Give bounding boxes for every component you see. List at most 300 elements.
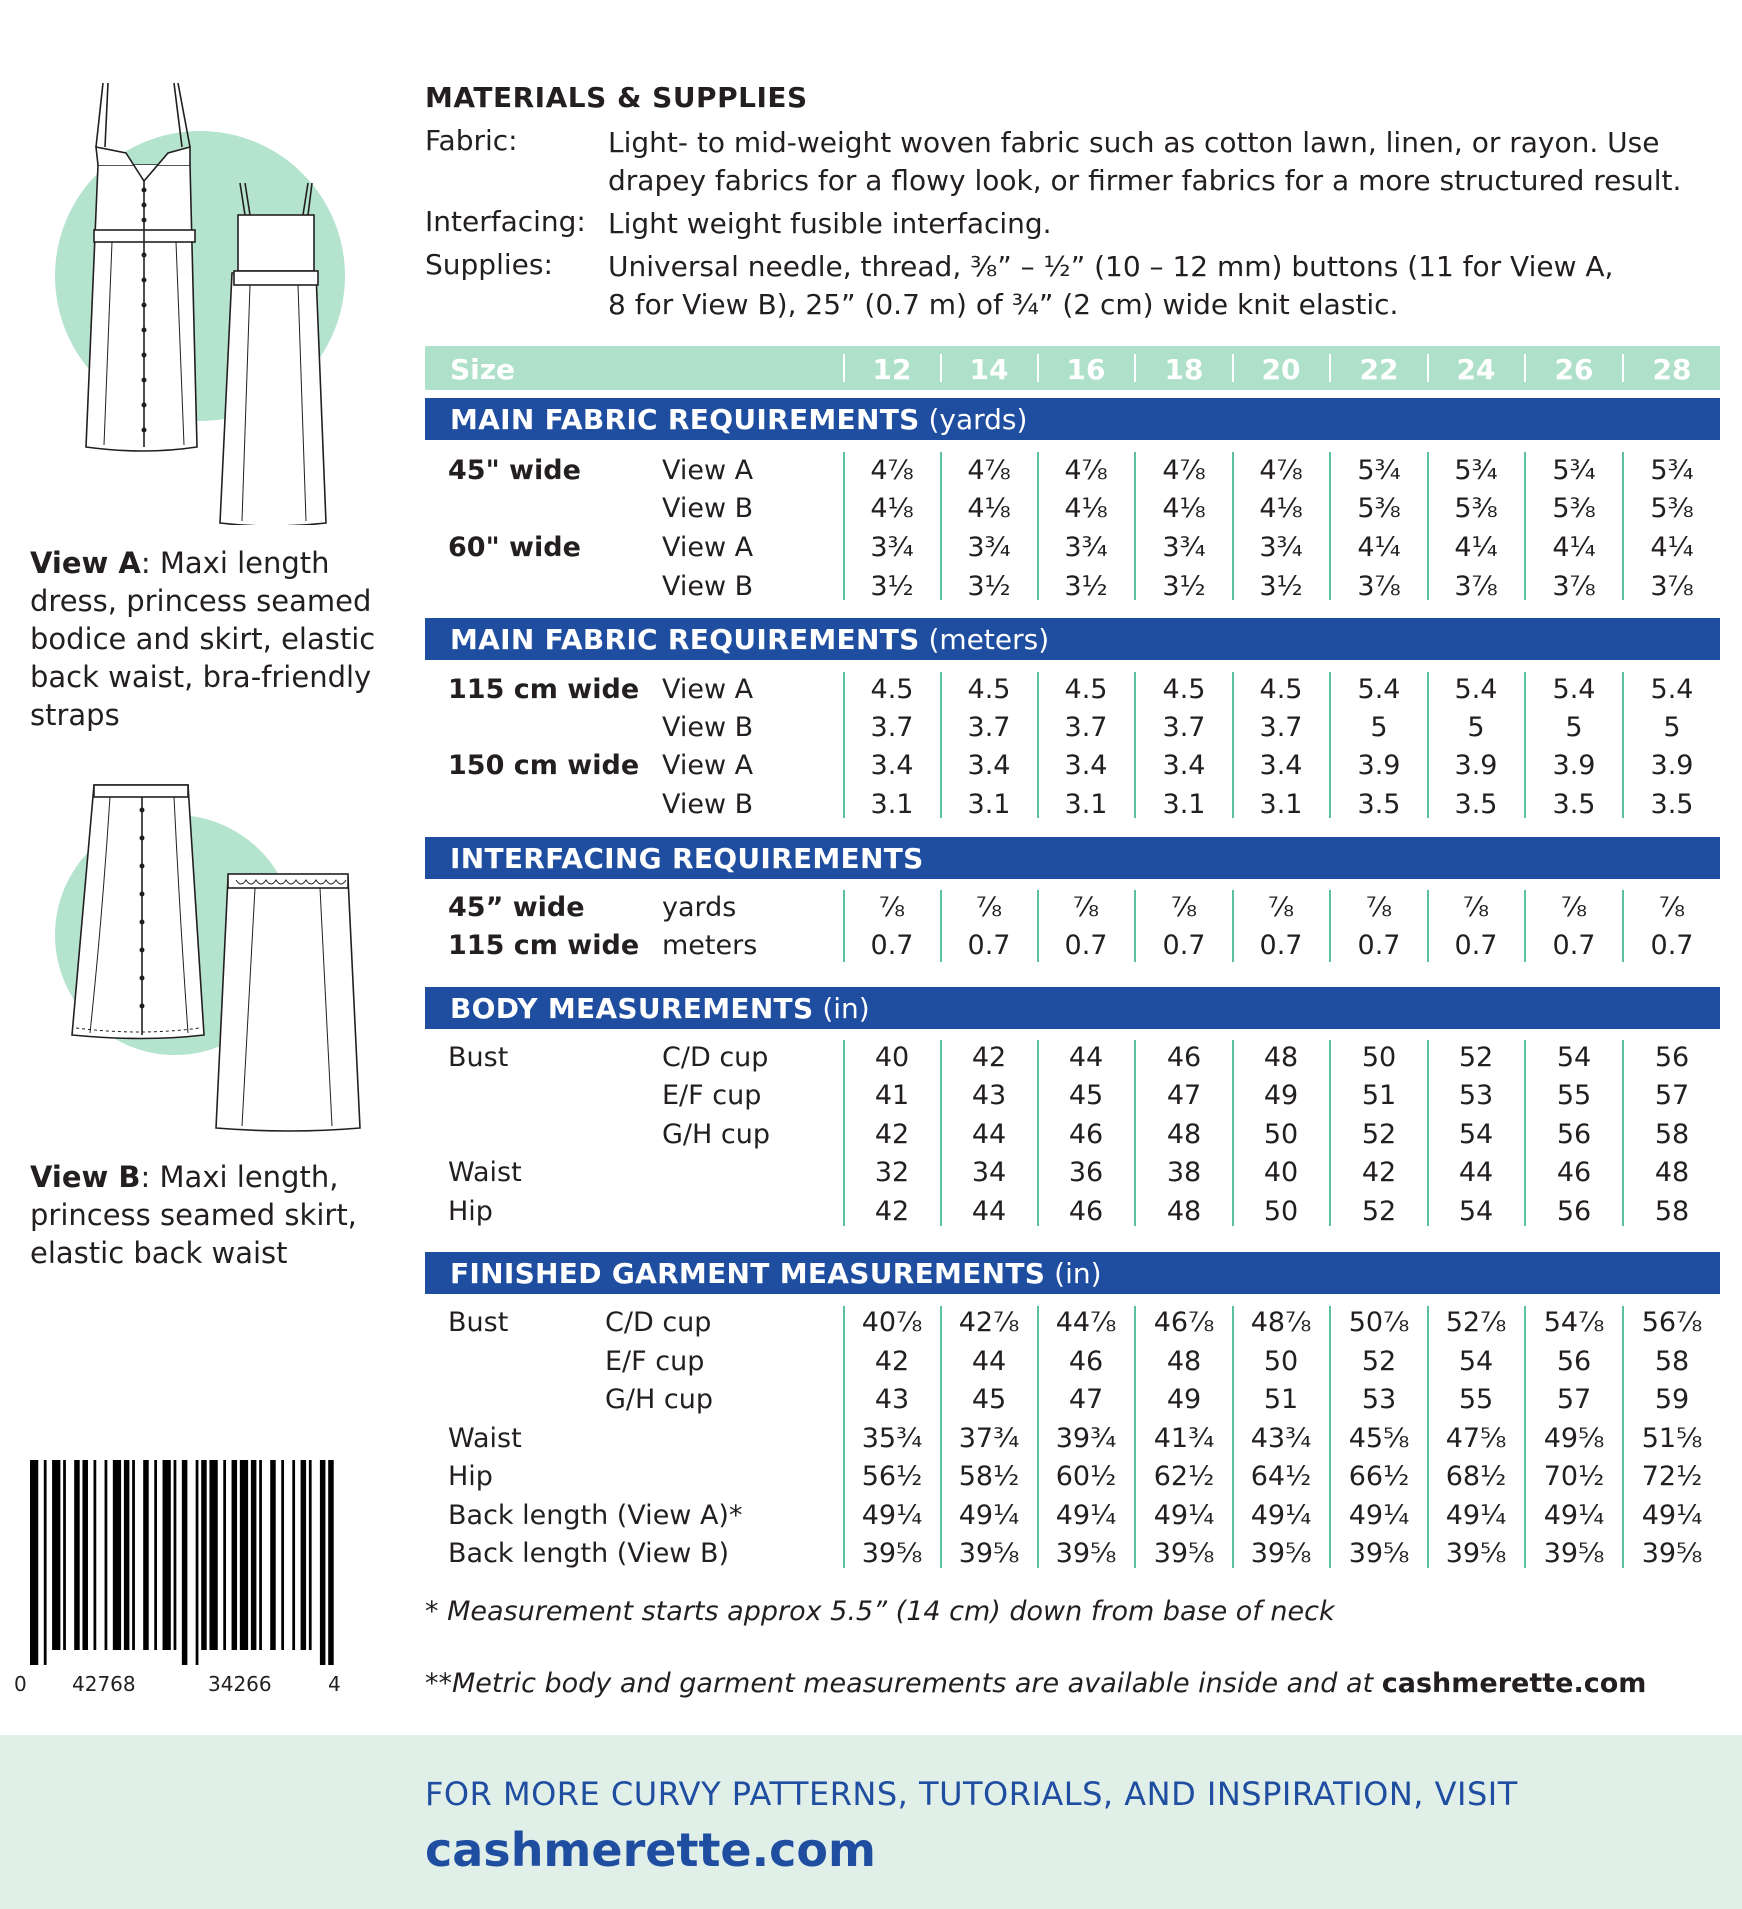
table-cell: 3.1 [1162, 789, 1206, 820]
barcode-bar [292, 1460, 295, 1650]
row-label-ef-cup: E/F cup [605, 1346, 705, 1377]
table-cell: 3¾ [1064, 532, 1108, 563]
table-cell: 42 [1361, 1157, 1397, 1188]
view-a-label: View A [30, 546, 141, 580]
table-cell: 32 [874, 1157, 910, 1188]
table-cell: 58½ [958, 1461, 1020, 1492]
row-label-60-wide: 60" wide [448, 532, 581, 563]
view-a-dress-illustration [50, 75, 370, 525]
table-cell: 49¼ [1445, 1500, 1507, 1531]
row-label-ef-cup: E/F cup [662, 1080, 762, 1111]
footer-tagline: FOR MORE CURVY PATTERNS, TUTORIALS, AND INSPIRATION, VISIT [425, 1775, 1518, 1813]
size-16: 16 [1066, 353, 1106, 386]
row-label-view-b: View B [662, 493, 754, 524]
table-cell: 0.7 [1357, 930, 1401, 961]
table-cell: 5¾ [1454, 455, 1498, 486]
table-cell: 48 [1654, 1157, 1690, 1188]
table-cell: 5 [1370, 712, 1388, 743]
column-divider [1622, 672, 1624, 818]
table-cell: 4⅛ [870, 493, 914, 524]
size-28: 28 [1652, 353, 1692, 386]
table-cell: 49¼ [1250, 1500, 1312, 1531]
table-cell: 48 [1166, 1196, 1202, 1227]
footer-banner [0, 1735, 1742, 1909]
size-24: 24 [1456, 353, 1496, 386]
row-label-45-wide: 45" wide [448, 455, 581, 486]
table-cell: 39⅝ [861, 1538, 923, 1569]
column-divider [1232, 890, 1234, 962]
table-cell: ⅞ [1658, 892, 1686, 923]
table-cell: 58 [1654, 1196, 1690, 1227]
table-cell: 0.7 [1162, 930, 1206, 961]
table-cell: 3.1 [870, 789, 914, 820]
table-cell: 43 [971, 1080, 1007, 1111]
barcode-bar [259, 1460, 262, 1650]
row-label-bust: Bust [448, 1042, 509, 1073]
size-20: 20 [1261, 353, 1301, 386]
row-label-115-cm-wide: 115 cm wide [448, 930, 640, 961]
barcode-bar [154, 1460, 157, 1650]
column-divider [1134, 890, 1136, 962]
table-cell: 62½ [1153, 1461, 1215, 1492]
barcode-bar [124, 1460, 130, 1650]
table-cell: 42⅞ [958, 1307, 1020, 1338]
table-cell: 53 [1458, 1080, 1494, 1111]
table-cell: 3.4 [870, 750, 914, 781]
table-cell: 39⅝ [958, 1538, 1020, 1569]
table-cell: 50 [1263, 1346, 1299, 1377]
size-26: 26 [1554, 353, 1594, 386]
table-cell: 54 [1458, 1119, 1494, 1150]
table-cell: 38 [1166, 1157, 1202, 1188]
size-divider [1134, 354, 1136, 382]
table-cell: 47⅝ [1445, 1423, 1507, 1454]
column-divider [1524, 1040, 1526, 1226]
table-cell: 4⅛ [1259, 493, 1303, 524]
column-divider [1427, 1040, 1429, 1226]
table-cell: 45⅝ [1348, 1423, 1410, 1454]
table-cell: ⅞ [878, 892, 906, 923]
supplies-label: Supplies: [425, 248, 553, 281]
table-cell: 3½ [967, 571, 1011, 602]
row-label-waist: Waist [448, 1157, 522, 1188]
table-cell: 52 [1458, 1042, 1494, 1073]
table-cell: 50 [1361, 1042, 1397, 1073]
size-divider [843, 354, 845, 382]
table-cell: 3¾ [1259, 532, 1303, 563]
column-divider [1524, 1306, 1526, 1568]
table-cell: 4.5 [1064, 674, 1108, 705]
interfacing-text: Light weight fusible interfacing. [608, 207, 1052, 240]
view-a-description: View A: Maxi length dress, princess seamed bodice and skirt, elastic back waist, bra-friendly straps [30, 546, 376, 732]
table-cell: ⅞ [975, 892, 1003, 923]
table-cell: 49 [1263, 1080, 1299, 1111]
table-cell: 72½ [1641, 1461, 1703, 1492]
table-cell: 43 [874, 1384, 910, 1415]
row-label-hip: Hip [448, 1461, 493, 1492]
barcode-bar [63, 1460, 66, 1650]
table-cell: 56 [1556, 1119, 1592, 1150]
table-cell: 4⅞ [870, 455, 914, 486]
size-12: 12 [872, 353, 912, 386]
column-divider [1622, 1306, 1624, 1568]
interfacing-label: Interfacing: [425, 205, 586, 238]
table-cell: 3¾ [1162, 532, 1206, 563]
barcode-bar [281, 1460, 284, 1650]
table-cell: 4⅞ [967, 455, 1011, 486]
row-label-view-a: View A [662, 674, 754, 705]
barcode-bar [251, 1460, 257, 1650]
table-cell: 3¾ [967, 532, 1011, 563]
table-cell: 4.5 [1259, 674, 1303, 705]
table-cell: 3.9 [1454, 750, 1498, 781]
row-label-back-length-view-a: Back length (View A)* [448, 1500, 743, 1531]
row-label-45-wide: 45” wide [448, 892, 585, 923]
row-label-waist: Waist [448, 1423, 522, 1454]
table-cell: 3½ [1162, 571, 1206, 602]
table-cell: 4¼ [1454, 532, 1498, 563]
table-cell: 39⅝ [1348, 1538, 1410, 1569]
size-divider [1232, 354, 1234, 382]
table-cell: 44 [971, 1346, 1007, 1377]
table-cell: 4⅞ [1162, 455, 1206, 486]
table-cell: 4¼ [1650, 532, 1694, 563]
table-cell: 39¾ [1055, 1423, 1117, 1454]
column-divider [1524, 452, 1526, 600]
table-cell: ⅞ [1170, 892, 1198, 923]
barcode-digit-suffix: 4 [328, 1672, 341, 1696]
size-divider [1427, 354, 1429, 382]
barcode-bar [74, 1460, 80, 1650]
table-cell: 4⅞ [1064, 455, 1108, 486]
table-cell: 39⅝ [1641, 1538, 1703, 1569]
table-cell: 4⅛ [967, 493, 1011, 524]
table-cell: 4.5 [1162, 674, 1206, 705]
table-cell: 42 [971, 1042, 1007, 1073]
table-cell: 57 [1654, 1080, 1690, 1111]
table-cell: 5 [1663, 712, 1681, 743]
fabric-label: Fabric: [425, 124, 518, 157]
table-cell: 53 [1361, 1384, 1397, 1415]
row-label-view-b: View B [662, 571, 754, 602]
column-divider [940, 672, 942, 818]
table-cell: 39⅝ [1543, 1538, 1605, 1569]
table-cell: 3.9 [1357, 750, 1401, 781]
column-divider [1037, 890, 1039, 962]
row-label-150-cm-wide: 150 cm wide [448, 750, 640, 781]
table-cell: 39⅝ [1445, 1538, 1507, 1569]
table-cell: 0.7 [870, 930, 914, 961]
barcode-bar [113, 1460, 121, 1650]
table-cell: 0.7 [1454, 930, 1498, 961]
table-cell: 52 [1361, 1346, 1397, 1377]
table-cell: 59 [1654, 1384, 1690, 1415]
table-cell: 39⅝ [1055, 1538, 1117, 1569]
column-divider [940, 452, 942, 600]
table-cell: 51⅝ [1641, 1423, 1703, 1454]
cashmerette-link[interactable]: cashmerette.com [1381, 1668, 1647, 1699]
table-cell: 56 [1556, 1196, 1592, 1227]
table-cell: 5⅜ [1650, 493, 1694, 524]
size-divider [1622, 354, 1624, 382]
column-divider [1329, 890, 1331, 962]
barcode-bar [270, 1460, 276, 1650]
section-finished-garment: FINISHED GARMENT MEASUREMENTS (in) [425, 1252, 1720, 1294]
table-cell: 3.4 [1162, 750, 1206, 781]
section-body-measurements: BODY MEASUREMENTS (in) [425, 987, 1720, 1029]
table-cell: 46 [1166, 1042, 1202, 1073]
table-cell: 48 [1166, 1346, 1202, 1377]
column-divider [1329, 672, 1331, 818]
column-divider [1037, 672, 1039, 818]
table-cell: 45 [971, 1384, 1007, 1415]
table-cell: 51 [1361, 1080, 1397, 1111]
table-cell: 58 [1654, 1119, 1690, 1150]
barcode-bar [320, 1460, 326, 1665]
table-cell: 4.5 [870, 674, 914, 705]
section-main-fabric-yards: MAIN FABRIC REQUIREMENTS (yards) [425, 398, 1720, 440]
column-divider [1427, 452, 1429, 600]
view-b-description: View B: Maxi length, princess seamed skirt, elastic back waist [30, 1160, 357, 1270]
table-cell: 42 [874, 1196, 910, 1227]
table-cell: 5.4 [1454, 674, 1498, 705]
footnote-metric: **Metric body and garment measurements are available inside and at cashmerette.com [425, 1668, 1647, 1699]
table-cell: 3.4 [1259, 750, 1303, 781]
column-divider [1232, 1040, 1234, 1226]
table-cell: 48 [1263, 1042, 1299, 1073]
table-cell: 3¾ [870, 532, 914, 563]
column-divider [1232, 452, 1234, 600]
table-cell: 49⅝ [1543, 1423, 1605, 1454]
table-cell: 3.4 [1064, 750, 1108, 781]
column-divider [940, 1040, 942, 1226]
table-cell: 39⅝ [1153, 1538, 1215, 1569]
table-cell: 0.7 [1064, 930, 1108, 961]
row-label-hip: Hip [448, 1196, 493, 1227]
barcode-bar [196, 1460, 199, 1665]
column-divider [940, 890, 942, 962]
view-b-skirt-illustration [50, 780, 370, 1140]
materials-title: MATERIALS & SUPPLIES [425, 81, 808, 114]
table-cell: 3.1 [1259, 789, 1303, 820]
table-cell: 48⅞ [1250, 1307, 1312, 1338]
column-divider [1134, 1040, 1136, 1226]
row-label-gh-cup: G/H cup [605, 1384, 713, 1415]
size-header-bar [425, 346, 1720, 390]
section-main-fabric-meters: MAIN FABRIC REQUIREMENTS (meters) [425, 618, 1720, 660]
table-cell: ⅞ [1267, 892, 1295, 923]
table-cell: ⅞ [1365, 892, 1393, 923]
table-cell: 0.7 [1552, 930, 1596, 961]
table-cell: 4.5 [967, 674, 1011, 705]
table-cell: 3.7 [967, 712, 1011, 743]
table-cell: 44 [1068, 1042, 1104, 1073]
table-cell: 54⅞ [1543, 1307, 1605, 1338]
supplies-text: Universal needle, thread, ⅜” – ½” (10 – 12 mm) buttons (11 for View A, 8 for View B), 25” (0.7 m) of ¾” (2 cm) wide knit elastic. [608, 250, 1614, 321]
table-cell: 44 [971, 1119, 1007, 1150]
table-cell: 52 [1361, 1196, 1397, 1227]
table-cell: 60½ [1055, 1461, 1117, 1492]
table-cell: 4¼ [1552, 532, 1596, 563]
table-cell: 46 [1068, 1119, 1104, 1150]
size-divider [1329, 354, 1331, 382]
barcode-digit-group-1: 42768 [72, 1672, 136, 1696]
table-cell: 40 [874, 1042, 910, 1073]
size-22: 22 [1359, 353, 1399, 386]
barcode-bar [163, 1460, 171, 1650]
column-divider [1427, 890, 1429, 962]
table-cell: 54 [1458, 1196, 1494, 1227]
column-divider [1134, 1306, 1136, 1568]
barcode-bar [232, 1460, 238, 1650]
row-label-cd-cup: C/D cup [662, 1042, 769, 1073]
table-cell: 5¾ [1552, 455, 1596, 486]
row-label-view-b: View B [662, 712, 754, 743]
table-cell: 49¼ [1055, 1500, 1117, 1531]
barcode-bar [223, 1460, 226, 1650]
table-cell: 44 [1458, 1157, 1494, 1188]
column-divider [1329, 452, 1331, 600]
barcode-bar [174, 1460, 177, 1650]
table-cell: 4⅞ [1259, 455, 1303, 486]
table-cell: 4⅛ [1064, 493, 1108, 524]
table-cell: 55 [1458, 1384, 1494, 1415]
table-cell: 0.7 [1650, 930, 1694, 961]
column-divider [843, 672, 845, 818]
table-cell: 3.7 [1162, 712, 1206, 743]
column-divider [940, 1306, 942, 1568]
table-cell: 41 [874, 1080, 910, 1111]
table-cell: 4¼ [1357, 532, 1401, 563]
table-cell: 64½ [1250, 1461, 1312, 1492]
barcode-bar [301, 1460, 307, 1650]
row-label-yards: yards [662, 892, 737, 923]
row-label-gh-cup: G/H cup [662, 1119, 770, 1150]
table-cell: 46 [1068, 1346, 1104, 1377]
barcode-digit-prefix: 0 [14, 1672, 27, 1696]
table-cell: 56 [1654, 1042, 1690, 1073]
table-cell: 50 [1263, 1119, 1299, 1150]
column-divider [1524, 890, 1526, 962]
table-cell: 3.1 [967, 789, 1011, 820]
row-label-bust: Bust [448, 1307, 509, 1338]
column-divider [1134, 452, 1136, 600]
table-cell: 3.7 [1259, 712, 1303, 743]
column-divider [1427, 1306, 1429, 1568]
table-cell: 46 [1068, 1196, 1104, 1227]
table-cell: 54 [1556, 1042, 1592, 1073]
table-cell: 0.7 [1259, 930, 1303, 961]
table-cell: ⅞ [1072, 892, 1100, 923]
table-cell: 52⅞ [1445, 1307, 1507, 1338]
size-14: 14 [969, 353, 1009, 386]
table-cell: 52 [1361, 1119, 1397, 1150]
table-cell: 3.5 [1357, 789, 1401, 820]
barcode-bar [30, 1460, 38, 1665]
size-divider [940, 354, 942, 382]
footer-website-link[interactable]: cashmerette.com [425, 1823, 876, 1877]
barcode-bar [94, 1460, 97, 1650]
table-cell: 44⅞ [1055, 1307, 1117, 1338]
table-cell: 46⅞ [1153, 1307, 1215, 1338]
barcode-bar [82, 1460, 88, 1650]
upc-barcode [30, 1460, 342, 1665]
table-cell: 34 [971, 1157, 1007, 1188]
table-cell: 68½ [1445, 1461, 1507, 1492]
size-divider [1037, 354, 1039, 382]
table-cell: 49¼ [1543, 1500, 1605, 1531]
table-cell: 5⅜ [1454, 493, 1498, 524]
barcode-bar [105, 1460, 108, 1650]
table-cell: 42 [874, 1346, 910, 1377]
table-cell: 66½ [1348, 1461, 1410, 1492]
column-divider [1622, 1040, 1624, 1226]
table-cell: 44 [971, 1196, 1007, 1227]
footnote-back-length: * Measurement starts approx 5.5” (14 cm) down from base of neck [425, 1596, 1335, 1627]
table-cell: 41¾ [1153, 1423, 1215, 1454]
table-cell: 40 [1263, 1157, 1299, 1188]
row-label-115-cm-wide: 115 cm wide [448, 674, 640, 705]
table-cell: 49¼ [958, 1500, 1020, 1531]
table-cell: 37¾ [958, 1423, 1020, 1454]
table-cell: 3⅞ [1650, 571, 1694, 602]
table-cell: 3.1 [1064, 789, 1108, 820]
column-divider [1524, 672, 1526, 818]
table-cell: 3½ [1064, 571, 1108, 602]
table-cell: 50⅞ [1348, 1307, 1410, 1338]
barcode-bar [309, 1460, 312, 1650]
column-divider [1134, 672, 1136, 818]
barcode-bar [143, 1460, 149, 1650]
barcode-bar [209, 1460, 217, 1650]
table-cell: 36 [1068, 1157, 1104, 1188]
column-divider [843, 452, 845, 600]
table-cell: 3.5 [1454, 789, 1498, 820]
row-label-view-a: View A [662, 532, 754, 563]
table-cell: 42 [874, 1119, 910, 1150]
table-cell: 3½ [870, 571, 914, 602]
table-cell: 45 [1068, 1080, 1104, 1111]
table-cell: 3.9 [1650, 750, 1694, 781]
table-cell: 5¾ [1650, 455, 1694, 486]
row-label-view-b: View B [662, 789, 754, 820]
table-cell: 49¼ [1348, 1500, 1410, 1531]
barcode-bar [52, 1460, 60, 1650]
table-cell: 3⅞ [1552, 571, 1596, 602]
table-cell: ⅞ [1560, 892, 1588, 923]
table-cell: 4⅛ [1162, 493, 1206, 524]
section-interfacing: INTERFACING REQUIREMENTS [425, 837, 1720, 879]
barcode-bar [240, 1460, 248, 1650]
barcode-bar [328, 1460, 334, 1665]
table-cell: 56⅞ [1641, 1307, 1703, 1338]
column-divider [1329, 1040, 1331, 1226]
table-cell: 3.9 [1552, 750, 1596, 781]
table-cell: 5 [1467, 712, 1485, 743]
table-cell: 58 [1654, 1346, 1690, 1377]
table-cell: 48 [1166, 1119, 1202, 1150]
table-cell: 54 [1458, 1346, 1494, 1377]
table-cell: 3½ [1259, 571, 1303, 602]
table-cell: 49¼ [1641, 1500, 1703, 1531]
column-divider [1622, 890, 1624, 962]
column-divider [1427, 672, 1429, 818]
table-cell: 35¾ [861, 1423, 923, 1454]
column-divider [1232, 1306, 1234, 1568]
row-label-view-a: View A [662, 750, 754, 781]
table-cell: 49 [1166, 1384, 1202, 1415]
table-cell: 46 [1556, 1157, 1592, 1188]
